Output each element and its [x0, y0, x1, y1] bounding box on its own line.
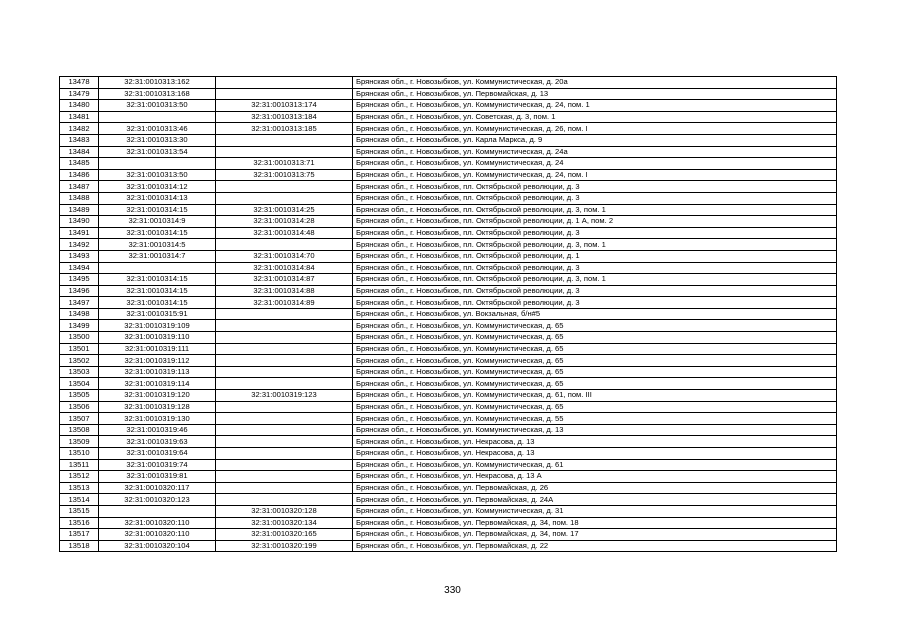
- related-cadastral-number-cell: [216, 471, 353, 483]
- cadastral-number-cell: 32:31:0010313:46: [99, 123, 216, 135]
- table-row: [60, 181, 837, 193]
- property-register-table: [59, 76, 837, 552]
- related-cadastral-number-cell: [216, 343, 353, 355]
- cadastral-number-cell: 32:31:0010319:114: [99, 378, 216, 390]
- table-row: [60, 192, 837, 204]
- address-cell: Брянская обл., г. Новозыбков, пл. Октябрьской революции, д. 1 А, пом. 2: [353, 216, 837, 228]
- table-row: [60, 343, 837, 355]
- table-row: [60, 77, 837, 89]
- table-row: [60, 378, 837, 390]
- related-cadastral-number-cell: [216, 378, 353, 390]
- page-number: 330: [444, 585, 461, 596]
- cadastral-number-cell: 32:31:0010314:15: [99, 274, 216, 286]
- row-number-cell: 13510: [60, 448, 99, 460]
- related-cadastral-number-cell: [216, 192, 353, 204]
- address-cell: Брянская обл., г. Новозыбков, ул. Коммунистическая, д. 26, пом. I: [353, 123, 837, 135]
- address-cell: Брянская обл., г. Новозыбков, пл. Октябрьской революции, д. 3: [353, 262, 837, 274]
- address-cell: Брянская обл., г. Новозыбков, ул. Коммунистическая, д. 24, пом. 1: [353, 100, 837, 112]
- row-number-cell: 13518: [60, 540, 99, 552]
- cadastral-number-cell: 32:31:0010320:110: [99, 529, 216, 541]
- table-row: [60, 239, 837, 251]
- row-number-cell: 13484: [60, 146, 99, 158]
- table-row: [60, 320, 837, 332]
- cadastral-number-cell: 32:31:0010314:15: [99, 285, 216, 297]
- cadastral-number-cell: 32:31:0010319:111: [99, 343, 216, 355]
- related-cadastral-number-cell: [216, 436, 353, 448]
- row-number-cell: 13516: [60, 517, 99, 529]
- related-cadastral-number-cell: [216, 146, 353, 158]
- table-row: [60, 216, 837, 228]
- related-cadastral-number-cell: [216, 482, 353, 494]
- address-cell: Брянская обл., г. Новозыбков, ул. Коммунистическая, д. 24а: [353, 146, 837, 158]
- table-row: [60, 262, 837, 274]
- table-row: [60, 297, 837, 309]
- address-cell: Брянская обл., г. Новозыбков, ул. Коммунистическая, д. 20а: [353, 77, 837, 89]
- address-cell: Брянская обл., г. Новозыбков, ул. Первомайская, д. 13: [353, 88, 837, 100]
- row-number-cell: 13490: [60, 216, 99, 228]
- table-row: [60, 332, 837, 344]
- address-cell: Брянская обл., г. Новозыбков, ул. Советская, д. 3, пом. 1: [353, 111, 837, 123]
- table-row: [60, 471, 837, 483]
- cadastral-number-cell: 32:31:0010319:128: [99, 401, 216, 413]
- table-row: [60, 274, 837, 286]
- row-number-cell: 13512: [60, 471, 99, 483]
- row-number-cell: 13499: [60, 320, 99, 332]
- related-cadastral-number-cell: 32:31:0010313:71: [216, 158, 353, 170]
- table-row: [60, 459, 837, 471]
- related-cadastral-number-cell: [216, 239, 353, 251]
- row-number-cell: 13505: [60, 390, 99, 402]
- table-row: [60, 390, 837, 402]
- table-row: [60, 100, 837, 112]
- cadastral-number-cell: 32:31:0010313:168: [99, 88, 216, 100]
- row-number-cell: 13493: [60, 250, 99, 262]
- table-row: [60, 146, 837, 158]
- related-cadastral-number-cell: 32:31:0010313:184: [216, 111, 353, 123]
- table-row: [60, 111, 837, 123]
- address-cell: Брянская обл., г. Новозыбков, ул. Некрасова, д. 13: [353, 448, 837, 460]
- address-cell: Брянская обл., г. Новозыбков, ул. Вокзальная, б/н#5: [353, 308, 837, 320]
- table-row: [60, 123, 837, 135]
- address-cell: Брянская обл., г. Новозыбков, ул. Первомайская, д. 26: [353, 482, 837, 494]
- related-cadastral-number-cell: [216, 413, 353, 425]
- cadastral-number-cell: 32:31:0010319:81: [99, 471, 216, 483]
- cadastral-number-cell: 32:31:0010314:12: [99, 181, 216, 193]
- cadastral-number-cell: 32:31:0010313:162: [99, 77, 216, 89]
- related-cadastral-number-cell: [216, 134, 353, 146]
- address-cell: Брянская обл., г. Новозыбков, пл. Октябрьской революции, д. 3: [353, 181, 837, 193]
- related-cadastral-number-cell: 32:31:0010320:134: [216, 517, 353, 529]
- table-row: [60, 494, 837, 506]
- table-row: [60, 424, 837, 436]
- related-cadastral-number-cell: [216, 448, 353, 460]
- row-number-cell: 13501: [60, 343, 99, 355]
- related-cadastral-number-cell: 32:31:0010314:87: [216, 274, 353, 286]
- cadastral-number-cell: 32:31:0010319:112: [99, 355, 216, 367]
- row-number-cell: 13480: [60, 100, 99, 112]
- row-number-cell: 13508: [60, 424, 99, 436]
- address-cell: Брянская обл., г. Новозыбков, ул. Некрасова, д. 13: [353, 436, 837, 448]
- cadastral-number-cell: 32:31:0010320:117: [99, 482, 216, 494]
- related-cadastral-number-cell: 32:31:0010314:25: [216, 204, 353, 216]
- address-cell: Брянская обл., г. Новозыбков, пл. Октябрьской революции, д. 3: [353, 192, 837, 204]
- row-number-cell: 13514: [60, 494, 99, 506]
- table-row: [60, 505, 837, 517]
- row-number-cell: 13515: [60, 505, 99, 517]
- cadastral-number-cell: 32:31:0010314:5: [99, 239, 216, 251]
- related-cadastral-number-cell: [216, 308, 353, 320]
- row-number-cell: 13513: [60, 482, 99, 494]
- related-cadastral-number-cell: 32:31:0010313:75: [216, 169, 353, 181]
- related-cadastral-number-cell: [216, 332, 353, 344]
- cadastral-number-cell: [99, 505, 216, 517]
- cadastral-number-cell: 32:31:0010319:109: [99, 320, 216, 332]
- cadastral-number-cell: 32:31:0010314:15: [99, 227, 216, 239]
- row-number-cell: 13486: [60, 169, 99, 181]
- related-cadastral-number-cell: 32:31:0010314:84: [216, 262, 353, 274]
- address-cell: Брянская обл., г. Новозыбков, ул. Некрасова, д. 13 А: [353, 471, 837, 483]
- address-cell: Брянская обл., г. Новозыбков, ул. Коммунистическая, д. 65: [353, 355, 837, 367]
- cadastral-number-cell: 32:31:0010313:54: [99, 146, 216, 158]
- row-number-cell: 13500: [60, 332, 99, 344]
- table-row: [60, 355, 837, 367]
- table-row: [60, 540, 837, 552]
- row-number-cell: 13503: [60, 366, 99, 378]
- related-cadastral-number-cell: [216, 181, 353, 193]
- cadastral-number-cell: 32:31:0010313:50: [99, 169, 216, 181]
- row-number-cell: 13478: [60, 77, 99, 89]
- row-number-cell: 13506: [60, 401, 99, 413]
- related-cadastral-number-cell: 32:31:0010314:48: [216, 227, 353, 239]
- table-row: [60, 529, 837, 541]
- table-row: [60, 401, 837, 413]
- address-cell: Брянская обл., г. Новозыбков, ул. Коммунистическая, д. 65: [353, 378, 837, 390]
- row-number-cell: 13498: [60, 308, 99, 320]
- address-cell: Брянская обл., г. Новозыбков, пл. Октябрьской революции, д. 3, пом. 1: [353, 274, 837, 286]
- table-row: [60, 517, 837, 529]
- cadastral-number-cell: [99, 158, 216, 170]
- cadastral-number-cell: [99, 111, 216, 123]
- cadastral-number-cell: 32:31:0010313:50: [99, 100, 216, 112]
- table-row: [60, 482, 837, 494]
- related-cadastral-number-cell: 32:31:0010314:70: [216, 250, 353, 262]
- address-cell: Брянская обл., г. Новозыбков, ул. Первомайская, д. 34, пом. 17: [353, 529, 837, 541]
- row-number-cell: 13481: [60, 111, 99, 123]
- row-number-cell: 13502: [60, 355, 99, 367]
- related-cadastral-number-cell: [216, 320, 353, 332]
- address-cell: Брянская обл., г. Новозыбков, ул. Коммунистическая, д. 65: [353, 343, 837, 355]
- row-number-cell: 13507: [60, 413, 99, 425]
- cadastral-number-cell: 32:31:0010314:9: [99, 216, 216, 228]
- cadastral-number-cell: 32:31:0010320:110: [99, 517, 216, 529]
- row-number-cell: 13488: [60, 192, 99, 204]
- row-number-cell: 13494: [60, 262, 99, 274]
- address-cell: Брянская обл., г. Новозыбков, ул. Коммунистическая, д. 13: [353, 424, 837, 436]
- related-cadastral-number-cell: [216, 424, 353, 436]
- address-cell: Брянская обл., г. Новозыбков, пл. Октябрьской революции, д. 3: [353, 297, 837, 309]
- cadastral-number-cell: 32:31:0010315:91: [99, 308, 216, 320]
- table-row: [60, 366, 837, 378]
- row-number-cell: 13496: [60, 285, 99, 297]
- row-number-cell: 13483: [60, 134, 99, 146]
- address-cell: Брянская обл., г. Новозыбков, ул. Коммунистическая, д. 31: [353, 505, 837, 517]
- cadastral-number-cell: 32:31:0010314:7: [99, 250, 216, 262]
- address-cell: Брянская обл., г. Новозыбков, ул. Карла Маркса, д. 9: [353, 134, 837, 146]
- row-number-cell: 13492: [60, 239, 99, 251]
- table-row: [60, 436, 837, 448]
- row-number-cell: 13509: [60, 436, 99, 448]
- address-cell: Брянская обл., г. Новозыбков, пл. Октябрьской революции, д. 3: [353, 227, 837, 239]
- related-cadastral-number-cell: 32:31:0010314:88: [216, 285, 353, 297]
- address-cell: Брянская обл., г. Новозыбков, ул. Коммунистическая, д. 65: [353, 320, 837, 332]
- cadastral-number-cell: 32:31:0010314:13: [99, 192, 216, 204]
- table-row: [60, 285, 837, 297]
- row-number-cell: 13517: [60, 529, 99, 541]
- cadastral-number-cell: 32:31:0010319:64: [99, 448, 216, 460]
- related-cadastral-number-cell: 32:31:0010313:185: [216, 123, 353, 135]
- row-number-cell: 13511: [60, 459, 99, 471]
- related-cadastral-number-cell: [216, 77, 353, 89]
- related-cadastral-number-cell: [216, 366, 353, 378]
- cadastral-number-cell: 32:31:0010319:46: [99, 424, 216, 436]
- row-number-cell: 13487: [60, 181, 99, 193]
- address-cell: Брянская обл., г. Новозыбков, пл. Октябрьской революции, д. 3, пом. 1: [353, 204, 837, 216]
- address-cell: Брянская обл., г. Новозыбков, пл. Октябрьской революции, д. 3: [353, 285, 837, 297]
- address-cell: Брянская обл., г. Новозыбков, ул. Первомайская, д. 22: [353, 540, 837, 552]
- table-row: [60, 204, 837, 216]
- cadastral-number-cell: 32:31:0010313:30: [99, 134, 216, 146]
- cadastral-number-cell: 32:31:0010320:104: [99, 540, 216, 552]
- related-cadastral-number-cell: 32:31:0010314:28: [216, 216, 353, 228]
- address-cell: Брянская обл., г. Новозыбков, ул. Коммунистическая, д. 65: [353, 401, 837, 413]
- related-cadastral-number-cell: 32:31:0010320:165: [216, 529, 353, 541]
- table-row: [60, 250, 837, 262]
- cadastral-number-cell: 32:31:0010314:15: [99, 204, 216, 216]
- address-cell: Брянская обл., г. Новозыбков, ул. Коммунистическая, д. 61: [353, 459, 837, 471]
- table-row: [60, 308, 837, 320]
- address-cell: Брянская обл., г. Новозыбков, ул. Коммунистическая, д. 24: [353, 158, 837, 170]
- related-cadastral-number-cell: [216, 459, 353, 471]
- related-cadastral-number-cell: [216, 88, 353, 100]
- table-row: [60, 227, 837, 239]
- address-cell: Брянская обл., г. Новозыбков, ул. Первомайская, д. 24А: [353, 494, 837, 506]
- cadastral-number-cell: 32:31:0010319:113: [99, 366, 216, 378]
- row-number-cell: 13495: [60, 274, 99, 286]
- address-cell: Брянская обл., г. Новозыбков, ул. Коммунистическая, д. 65: [353, 332, 837, 344]
- row-number-cell: 13504: [60, 378, 99, 390]
- row-number-cell: 13491: [60, 227, 99, 239]
- address-cell: Брянская обл., г. Новозыбков, ул. Первомайская, д. 34, пом. 18: [353, 517, 837, 529]
- address-cell: Брянская обл., г. Новозыбков, ул. Коммунистическая, д. 61, пом. III: [353, 390, 837, 402]
- cadastral-number-cell: 32:31:0010319:63: [99, 436, 216, 448]
- address-cell: Брянская обл., г. Новозыбков, ул. Коммунистическая, д. 65: [353, 366, 837, 378]
- cadastral-number-cell: 32:31:0010314:15: [99, 297, 216, 309]
- address-cell: Брянская обл., г. Новозыбков, пл. Октябрьской революции, д. 3, пом. 1: [353, 239, 837, 251]
- row-number-cell: 13482: [60, 123, 99, 135]
- table-row: [60, 158, 837, 170]
- related-cadastral-number-cell: 32:31:0010320:128: [216, 505, 353, 517]
- related-cadastral-number-cell: 32:31:0010319:123: [216, 390, 353, 402]
- address-cell: Брянская обл., г. Новозыбков, пл. Октябрьской революции, д. 1: [353, 250, 837, 262]
- related-cadastral-number-cell: [216, 494, 353, 506]
- cadastral-number-cell: 32:31:0010319:120: [99, 390, 216, 402]
- related-cadastral-number-cell: 32:31:0010314:89: [216, 297, 353, 309]
- table-row: [60, 88, 837, 100]
- cadastral-number-cell: [99, 262, 216, 274]
- address-cell: Брянская обл., г. Новозыбков, ул. Коммунистическая, д. 24, пом. I: [353, 169, 837, 181]
- table-row: [60, 448, 837, 460]
- related-cadastral-number-cell: 32:31:0010313:174: [216, 100, 353, 112]
- cadastral-number-cell: 32:31:0010319:110: [99, 332, 216, 344]
- row-number-cell: 13497: [60, 297, 99, 309]
- cadastral-number-cell: 32:31:0010319:74: [99, 459, 216, 471]
- table-body: [60, 77, 837, 552]
- related-cadastral-number-cell: [216, 355, 353, 367]
- table-row: [60, 169, 837, 181]
- cadastral-number-cell: 32:31:0010320:123: [99, 494, 216, 506]
- table-row: [60, 134, 837, 146]
- related-cadastral-number-cell: [216, 401, 353, 413]
- table-row: [60, 413, 837, 425]
- row-number-cell: 13479: [60, 88, 99, 100]
- address-cell: Брянская обл., г. Новозыбков, ул. Коммунистическая, д. 55: [353, 413, 837, 425]
- row-number-cell: 13489: [60, 204, 99, 216]
- cadastral-number-cell: 32:31:0010319:130: [99, 413, 216, 425]
- related-cadastral-number-cell: 32:31:0010320:199: [216, 540, 353, 552]
- row-number-cell: 13485: [60, 158, 99, 170]
